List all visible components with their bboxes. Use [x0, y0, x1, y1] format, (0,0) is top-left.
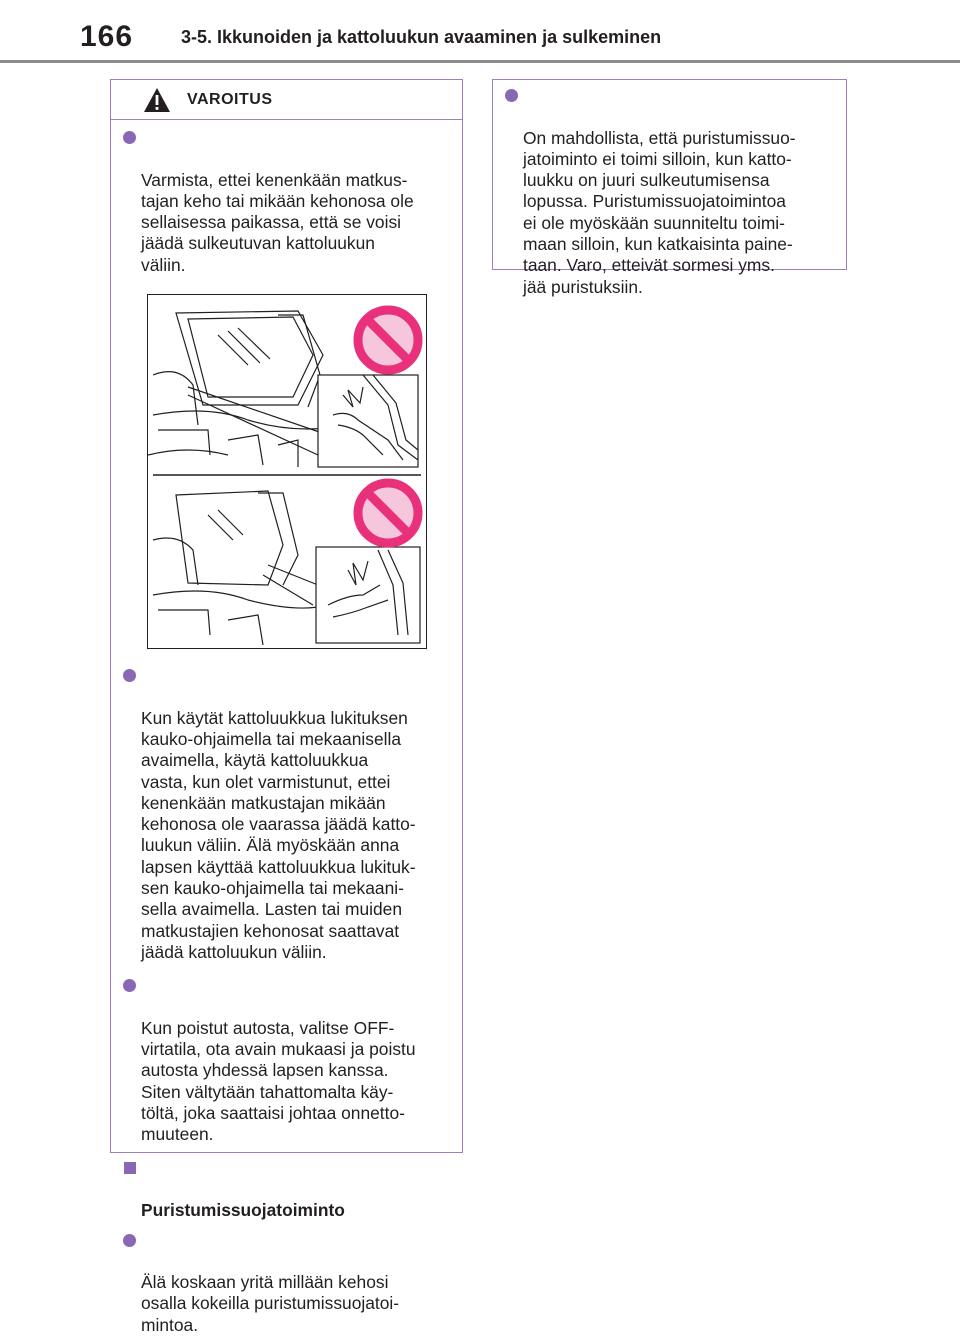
- warning-header: [111, 80, 462, 120]
- sunroof-drawing: [148, 295, 426, 648]
- section-title: 3-5. Ikkunoiden ja kattoluukun avaaminen ja sulkeminen: [181, 27, 662, 47]
- header-divider: [0, 60, 960, 63]
- note-box: [492, 79, 847, 297]
- bullet-icon: [123, 669, 136, 682]
- warning-item: [111, 127, 462, 276]
- page-number: 166: [80, 20, 134, 53]
- square-bullet-icon: [124, 1162, 136, 1174]
- warning-box: [110, 79, 463, 1335]
- warning-item: [111, 975, 462, 1145]
- warning-item: [111, 665, 462, 963]
- warning-item-text: Kun poistut autosta, valitse OFF- virtatila, ota avain mukaasi ja poistu autosta yhdessä lapsen kanssa. Siten vältytään tahattomalta käy- töltä, joka saattaisi johtaa onnetto- muuteen.: [141, 1017, 416, 1145]
- warning-triangle-icon: [143, 87, 171, 113]
- warning-item: [111, 1230, 462, 1336]
- warning-item-text: Kun käytät kattoluukkua lukituksen kauko-ohjaimella tai mekaanisella avaimella, käytä kattoluukkua vasta, kun olet varmistunut, ettei kenenkään matkustajan mikään kehonosa ole vaarassa jäädä katto- luukun väliin. Älä myöskään anna lapsen käyttää kattoluukkua lukituk- sen kauko-ohjaimella tai mekaani- sella avaimella. Lasten tai muiden matkustajien kehonosat saattavat jäädä kattoluukun väliin.: [141, 707, 416, 962]
- page-header: [0, 0, 960, 62]
- warning-item-text: Varmista, ettei kenenkään matkus- tajan keho tai mikään kehonosa ole sellaisessa paikassa, että se voisi jäädä sulkeutuvan kattoluukun väliin.: [141, 169, 414, 275]
- warning-subheading-text: Puristumissuojatoiminto: [141, 1200, 345, 1221]
- note-item-text: On mahdollista, että puristumissuo- jatoiminto ei toimi silloin, kun katto- luukku on juuri sulkeutumisensa lopussa. Puristumissuojatoimintoa ei ole myöskään suunniteltu toimi- maan silloin, kun katkaisinta paine- taan. Varo, etteivät sormesi yms. jää puristuksiin.: [523, 127, 796, 297]
- note-item: [493, 85, 846, 298]
- prohibition-icon: [358, 483, 418, 543]
- warning-item-text: Älä koskaan yritä millään kehosi osalla kokeilla puristumissuojatoi- mintoa.: [141, 1272, 400, 1335]
- bullet-icon: [505, 89, 518, 102]
- prohibition-icon: [358, 310, 418, 370]
- warning-subheading: [111, 1158, 462, 1222]
- sunroof-warning-illustration: [147, 294, 427, 649]
- bullet-icon: [123, 979, 136, 992]
- bullet-icon: [123, 131, 136, 144]
- bullet-icon: [123, 1234, 136, 1247]
- warning-title: VAROITUS: [187, 90, 273, 108]
